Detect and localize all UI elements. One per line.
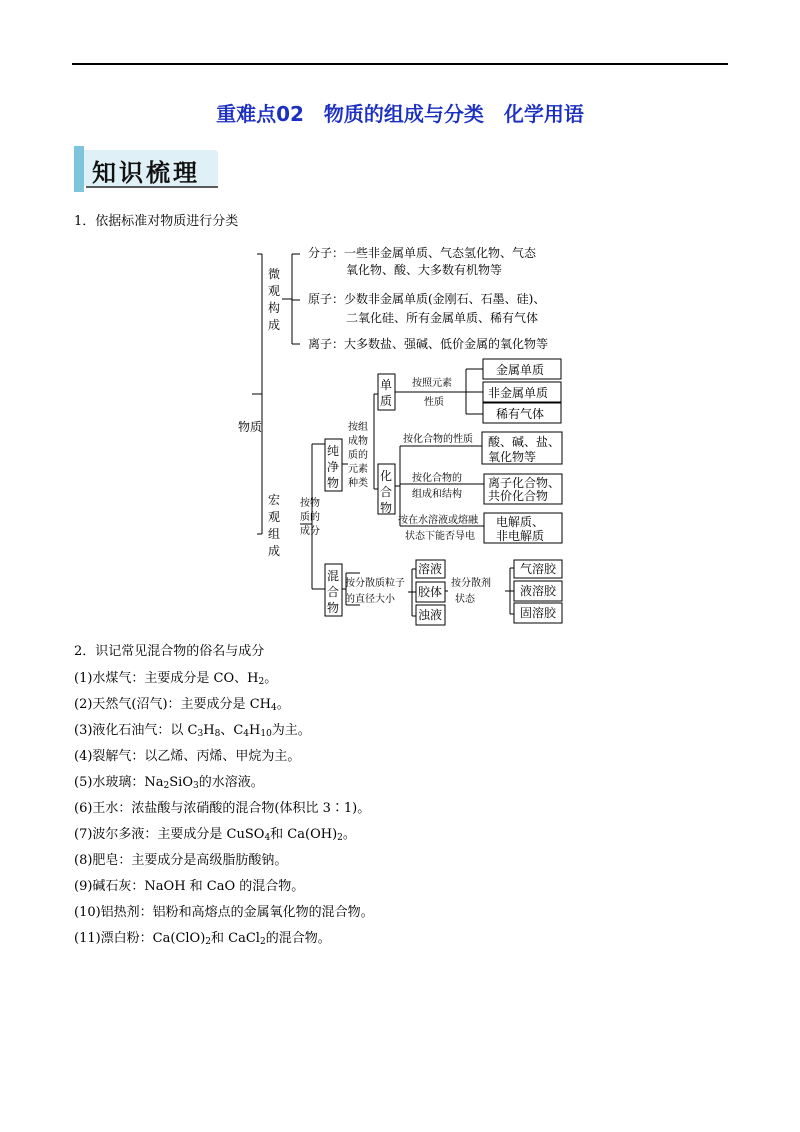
list-item: (1)水煤气：主要成分是 CO、$H_2$。 bbox=[74, 671, 278, 687]
atom-line-1: 原子：少数非金属单质(金刚石、石墨、硅)、 bbox=[308, 292, 546, 306]
atom-line-2: 二氧化硅、所有金属单质、稀有气体 bbox=[346, 311, 539, 325]
svg-text:质的: 质的 bbox=[300, 512, 320, 523]
svg-text:成分: 成分 bbox=[300, 526, 320, 537]
colloid: 胶体 bbox=[418, 585, 443, 599]
list-item: (11)漂白粉：$Ca(ClO)_2$和 CaCl$_2$的混合物。 bbox=[74, 931, 331, 947]
metal-element: 金属单质 bbox=[496, 363, 545, 377]
suspension: 浊液 bbox=[418, 608, 443, 622]
molecule-line-2: 氧化物、酸、大多数有机物等 bbox=[346, 263, 503, 277]
svg-text:元素: 元素 bbox=[348, 464, 368, 475]
compound-box-label bbox=[380, 469, 392, 515]
nonmetal-element: 非金属单质 bbox=[488, 386, 549, 400]
svg-text:成: 成 bbox=[268, 544, 281, 558]
nonelectrolyte: 非电解质 bbox=[496, 529, 545, 543]
liquid-sol: 液溶胶 bbox=[520, 584, 557, 598]
svg-text:混: 混 bbox=[327, 569, 340, 583]
acid-base-salt-1: 酸、碱、盐、 bbox=[488, 435, 561, 449]
svg-text:物: 物 bbox=[327, 601, 340, 615]
by-compound-property: 按化合物的性质 bbox=[403, 434, 473, 445]
list-item: (2)天然气(沼气)：主要成分是 $CH_4$。 bbox=[74, 697, 290, 713]
micro-label bbox=[268, 266, 280, 332]
badge-accent-bar bbox=[74, 146, 84, 192]
list-item: (4)裂解气：以乙烯、丙烯、甲烷为主。 bbox=[74, 749, 301, 764]
solid-sol: 固溶胶 bbox=[520, 606, 557, 620]
noble-gas: 稀有气体 bbox=[496, 407, 545, 421]
list-item: (5)水玻璃：$Na_2SiO_3$的水溶液。 bbox=[74, 775, 264, 791]
by-dispersant-1: 按分散剂 bbox=[451, 578, 491, 589]
solution: 溶液 bbox=[418, 562, 443, 576]
ionic-compound: 离子化合物、 bbox=[488, 476, 561, 490]
mixture-box-label bbox=[327, 569, 339, 615]
svg-text:质: 质 bbox=[380, 394, 393, 408]
svg-text:单: 单 bbox=[380, 378, 393, 392]
macro-label bbox=[268, 493, 280, 558]
section-2-heading: 2．识记常见混合物的俗名与成分 bbox=[74, 644, 265, 659]
list-item: (3)液化石油气：以 $C_3H_8$、$C_4H_{10}$为主。 bbox=[74, 723, 311, 739]
svg-text:合: 合 bbox=[380, 485, 393, 499]
header-rule bbox=[72, 63, 728, 65]
svg-text:组: 组 bbox=[268, 527, 281, 541]
svg-text:微: 微 bbox=[268, 267, 281, 281]
svg-text:化: 化 bbox=[380, 469, 393, 483]
diagram-root: 物质 bbox=[238, 420, 263, 434]
by-structure-1: 按化合物的 bbox=[412, 473, 462, 484]
by-element-property-2: 性质 bbox=[424, 397, 444, 408]
section-1-heading: 1．依据标准对物质进行分类 bbox=[74, 214, 239, 229]
svg-text:种类: 种类 bbox=[348, 478, 368, 489]
badge-label: 知识梳理 bbox=[92, 158, 200, 187]
list-item: (10)铝热剂：铝粉和高熔点的金属氧化物的混合物。 bbox=[74, 905, 374, 920]
by-element-label bbox=[348, 420, 368, 489]
acid-base-salt-2: 氧化物等 bbox=[488, 450, 537, 464]
svg-text:成物: 成物 bbox=[348, 436, 368, 447]
by-element-property-1: 按照元素 bbox=[412, 378, 452, 389]
list-item: (7)波尔多液：主要成分是 CuSO$_4$和 $Ca(OH)_2$。 bbox=[74, 827, 356, 843]
classification-diagram bbox=[0, 234, 800, 634]
by-composition-label bbox=[300, 496, 320, 537]
svg-text:宏: 宏 bbox=[268, 493, 281, 507]
svg-text:观: 观 bbox=[268, 510, 281, 524]
svg-text:物: 物 bbox=[380, 501, 393, 515]
by-dispersant-2: 状态 bbox=[455, 594, 475, 605]
svg-text:物: 物 bbox=[327, 476, 340, 490]
list-item: (6)王水：浓盐酸与浓硝酸的混合物(体积比 3∶1)。 bbox=[74, 801, 371, 816]
svg-text:净: 净 bbox=[327, 460, 340, 474]
by-structure-2: 组成和结构 bbox=[412, 489, 462, 500]
page-title: 重难点02 物质的组成与分类 化学用语 bbox=[216, 102, 584, 126]
svg-text:合: 合 bbox=[327, 585, 340, 599]
pure-substance-box-label bbox=[327, 443, 339, 490]
svg-text:成: 成 bbox=[268, 318, 281, 332]
svg-text:按物: 按物 bbox=[300, 498, 320, 509]
molecule-line-1: 分子：一些非金属单质、气态氢化物、气态 bbox=[308, 246, 537, 260]
badge-underline bbox=[86, 186, 218, 188]
covalent-compound: 共价化合物 bbox=[488, 489, 549, 503]
aerosol: 气溶胶 bbox=[520, 562, 557, 576]
ion-line: 离子：大多数盐、强碱、低价金属的氧化物等 bbox=[308, 337, 549, 351]
by-particle-size-2: 的直径大小 bbox=[345, 594, 395, 605]
list-item: (9)碱石灰：NaOH 和 CaO 的混合物。 bbox=[74, 879, 305, 894]
element-box-label bbox=[380, 378, 392, 408]
list-item: (8)肥皂：主要成分是高级脂肪酸钠。 bbox=[74, 853, 288, 868]
svg-text:按组: 按组 bbox=[348, 422, 368, 433]
svg-text:质的: 质的 bbox=[348, 450, 368, 461]
svg-text:构: 构 bbox=[268, 301, 281, 315]
electrolyte: 电解质、 bbox=[496, 515, 545, 529]
by-particle-size-1: 按分散质粒子 bbox=[345, 578, 405, 589]
by-conductivity-1: 按在水溶液或熔融 bbox=[398, 515, 478, 526]
svg-text:纯: 纯 bbox=[327, 444, 340, 458]
by-conductivity-2: 状态下能否导电 bbox=[405, 531, 475, 542]
section-badge bbox=[74, 146, 222, 192]
svg-text:观: 观 bbox=[268, 284, 281, 298]
